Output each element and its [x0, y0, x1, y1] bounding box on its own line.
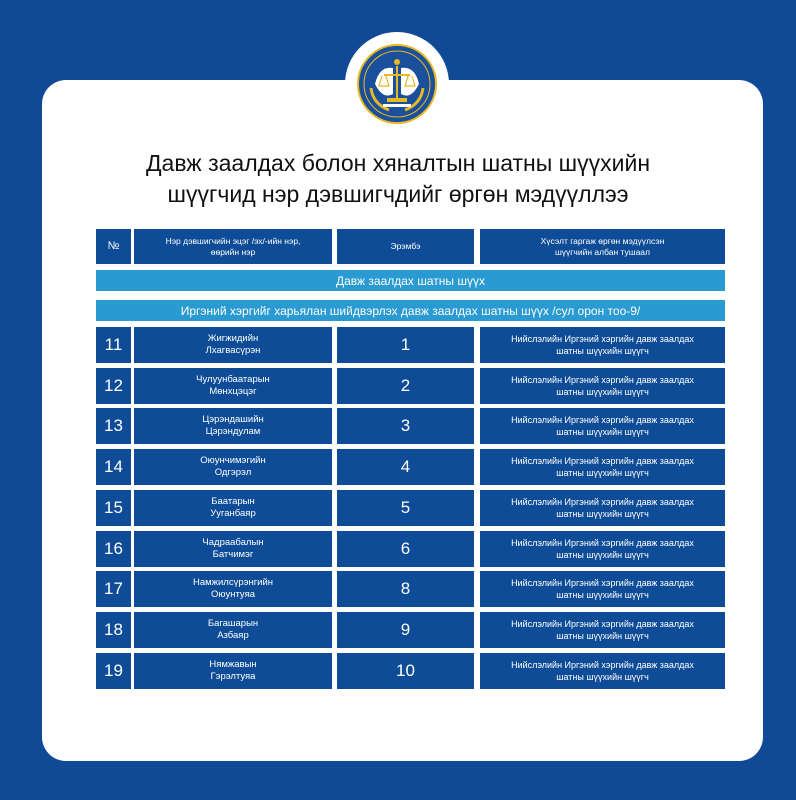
- candidate-position: [480, 531, 725, 567]
- candidate-name-line: Баатарын: [211, 496, 255, 507]
- candidate-name-line: Оюунчимэгийн: [200, 455, 266, 466]
- title-line-2: шүүгчид нэр дэвшигчдийг өргөн мэдүүллээ: [167, 181, 629, 207]
- row-number: 12: [96, 368, 131, 404]
- candidate-name-line: Чадраабалын: [202, 537, 264, 548]
- title-line-1: Давж заалдах болон хяналтын шатны шүүхийн: [145, 150, 651, 176]
- row-number: 18: [96, 612, 131, 648]
- candidate-name: [134, 571, 332, 607]
- candidate-position: [480, 368, 725, 404]
- candidate-name: [134, 490, 332, 526]
- candidate-name-line: Батчимэг: [212, 549, 254, 560]
- row-number: 17: [96, 571, 131, 607]
- candidate-name: [134, 612, 332, 648]
- row-number: 11: [96, 327, 131, 363]
- judicial-emblem-icon: [357, 44, 437, 124]
- page-title: [60, 148, 736, 210]
- row-number: 13: [96, 408, 131, 444]
- candidate-position-line: Нийслэлийн Иргэний хэргийн давж заалдах: [511, 497, 694, 507]
- candidate-rank: 10: [337, 653, 474, 689]
- candidate-position-line: Нийслэлийн Иргэний хэргийн давж заалдах: [511, 334, 694, 344]
- candidate-name-line: Багашарын: [207, 618, 259, 629]
- candidate-position-line: шатны шүүхийн шүүгч: [556, 631, 649, 641]
- candidate-position-line: Нийслэлийн Иргэний хэргийн давж заалдах: [511, 619, 694, 629]
- row-number: 14: [96, 449, 131, 485]
- candidate-name-line: Лхагвасүрэн: [205, 345, 261, 356]
- candidate-position-line: шатны шүүхийн шүүгч: [556, 468, 649, 478]
- candidate-rank: 4: [337, 449, 474, 485]
- header-rank: Эрэмбэ: [337, 229, 474, 264]
- candidate-position-line: шатны шүүхийн шүүгч: [556, 387, 649, 397]
- candidate-position: [480, 327, 725, 363]
- logo-badge: [345, 32, 449, 136]
- candidate-name-line: Цэрэндашийн: [202, 414, 264, 425]
- candidate-name-line: Мөнхцэцэг: [209, 386, 257, 397]
- candidate-name: [134, 653, 332, 689]
- candidate-name: [134, 408, 332, 444]
- candidate-rank: 6: [337, 531, 474, 567]
- candidate-position-line: Нийслэлийн Иргэний хэргийн давж заалдах: [511, 375, 694, 385]
- candidate-position: [480, 449, 725, 485]
- header-position: Хүсэлт гаргаж өргөн мэдүүлсэн шүүгчийн албан тушаал: [480, 229, 725, 264]
- section-title: Давж заалдах шатны шүүх: [96, 270, 725, 291]
- candidate-name: [134, 531, 332, 567]
- candidate-name: [134, 327, 332, 363]
- candidate-position-line: Нийслэлийн Иргэний хэргийн давж заалдах: [511, 578, 694, 588]
- candidate-name-line: Гэрэлтуяа: [210, 671, 256, 682]
- candidate-rank: 8: [337, 571, 474, 607]
- candidate-rank: 9: [337, 612, 474, 648]
- candidate-position: [480, 408, 725, 444]
- candidate-rank: 5: [337, 490, 474, 526]
- header-name: Нэр дэвшигчийн эцэг /эх/-ийн нэр, өөрийн нэр: [134, 229, 332, 264]
- candidate-name-line: Азбаяр: [217, 630, 249, 641]
- candidate-position-line: Нийслэлийн Иргэний хэргийн давж заалдах: [511, 415, 694, 425]
- candidate-name: [134, 368, 332, 404]
- candidate-name-line: Нямжавын: [209, 659, 257, 670]
- subsection-title: Иргэний хэргийг харьялан шийдвэрлэх давж заалдах шатны шүүх /сул орон тоо-9/: [96, 300, 725, 321]
- candidate-name-line: Чулуунбаатарын: [196, 374, 270, 385]
- candidate-position: [480, 653, 725, 689]
- candidate-name-line: Оюунтуяа: [210, 589, 256, 600]
- header-number: №: [96, 229, 131, 264]
- candidate-name-line: Цэрэндулам: [205, 426, 261, 437]
- candidate-name-line: Одгэрэл: [214, 467, 252, 478]
- candidate-position-line: шатны шүүхийн шүүгч: [556, 346, 649, 356]
- row-number: 15: [96, 490, 131, 526]
- candidate-rank: 2: [337, 368, 474, 404]
- candidate-name-line: Ууганбаяр: [210, 508, 256, 519]
- candidate-name: [134, 449, 332, 485]
- candidate-position-line: шатны шүүхийн шүүгч: [556, 509, 649, 519]
- candidate-position-line: Нийслэлийн Иргэний хэргийн давж заалдах: [511, 660, 694, 670]
- candidate-position-line: шатны шүүхийн шүүгч: [556, 590, 649, 600]
- candidate-position-line: Нийслэлийн Иргэний хэргийн давж заалдах: [511, 538, 694, 548]
- row-number: 19: [96, 653, 131, 689]
- candidate-name-line: Намжилсүрэнгийн: [192, 577, 274, 588]
- candidate-position: [480, 490, 725, 526]
- candidate-position-line: шатны шүүхийн шүүгч: [556, 672, 649, 682]
- candidate-position-line: шатны шүүхийн шүүгч: [556, 427, 649, 437]
- candidate-position: [480, 612, 725, 648]
- candidate-position-line: шатны шүүхийн шүүгч: [556, 550, 649, 560]
- candidate-position: [480, 571, 725, 607]
- candidate-name-line: Жигжидийн: [207, 333, 259, 344]
- candidate-position-line: Нийслэлийн Иргэний хэргийн давж заалдах: [511, 456, 694, 466]
- row-number: 16: [96, 531, 131, 567]
- candidate-rank: 1: [337, 327, 474, 363]
- candidate-rank: 3: [337, 408, 474, 444]
